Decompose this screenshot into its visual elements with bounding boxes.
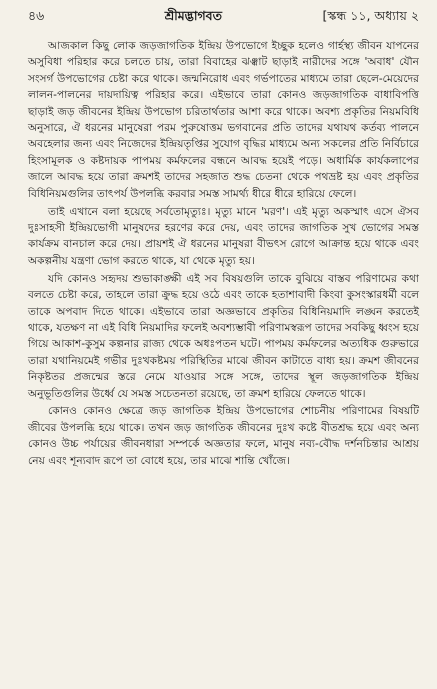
running-header <box>28 8 419 38</box>
paragraph: কোনও কোনও ক্ষেত্রে জড় জাগতিক ইন্দ্রিয় উপভোগের শোচনীয় পরিণামের বিষয়টি জীবের উপলব্ধি হয়ে থাকে। তখন জড় জাগতিক জীবনের দুঃখ কষ্টে বীতশ্রদ্ধ হয়ে এবং অন্য কোনও উচ্চ পর্যায়ের জীবনধারা সম্পর্কে অজ্ঞতার ফলে, মানুষ নব্য-বৌদ্ধ দর্শনচিন্তার আশ্রয় নেয় এবং শূন্যবাদ রূপে তা বোধে হয়ে, তার মাঝে শান্তি খোঁজে। <box>28 405 419 467</box>
body-text <box>28 38 419 469</box>
paragraph: যদি কোনও সহৃদয় শুভাকাঙ্ক্ষী এই সব বিষয়গুলি তাকে বুঝিয়ে বাস্তব পরিণামের কথা বলতে চেষ্টা করে, তাহলে তারা ক্রুদ্ধ হয়ে ওঠে এবং তাকে হতাশাবাদী কিংবা কুসংস্কারধর্মী বলে তাকে অপবাদ দিতে থাকে। এইভাবে তারা অজ্ঞভাবে প্রকৃতির বিধিনিয়মাদি লঙ্ঘন করতেই থাকে, যতক্ষণ না এই বিধি নিয়মাদির ফলেই অবশ্যম্ভাবী পরিণামস্বরূপ তাদের সবকিছু ধ্বংস হয়ে গিয়ে আকাশ-কুসুম কল্পনার রাজ্য থেকে অধঃপতন ঘটে। পাপময় কর্মফলের অত্যধিক গুরুভারে তারা যথানিয়মেই গভীর দুঃখকষ্টময় পরিস্থিতির মাঝে জীবন কাটাতে বাধ্য হয়। ক্রমশ জীবনের নিকৃষ্টতর প্রজন্মের স্তরে নেমে যাওয়ার সঙ্গে সঙ্গে, তাদের স্থূল জড়জাগতিক ইন্দ্রিয় অনুভূতিগুলির উর্ধ্বে যে সমস্ত সচেতনতা রয়েছে, তা ক্রমশ হারিয়ে ফেলতে থাকে। <box>28 272 420 400</box>
paragraph: আজকাল কিছু লোক জড়জাগতিক ইন্দ্রিয় উপভোগে ইচ্ছুক হলেও গার্হস্থ্য জীবন যাপনের অসুবিধা পরিহার করে চলতে চায়, তারা বিবাহের ঝঞ্ঝাট ছাড়াই নারীদের সঙ্গে 'অবাধ' যৌন সংসর্গ উপভোগের চেষ্টা করে থাকে। জন্মনিরোধ এবং গর্ভপাতের মাধ্যমে তারা ছেলে-মেয়েদের লালন-পালনের দায়দায়িত্ব পরিহার করে। এইভাবে তারা কোনও জড়জাগতিক বাধাবিপত্তি ছাড়াই জড় জীবনের ইন্দ্রিয় উপভোগ চরিতার্থতার আশা করে থাকে। অবশ্য প্রকৃতির নিয়মবিধি অনুসারে, ঐ ধরনের মানুষেরা পরম পুরুষোত্তম ভগবানের প্রতি তাদের যথাযথ কর্তব্য পালনে অবহেলার জন্য এবং নিজেদের ইন্দ্রিয়তৃপ্তির সুযোগ বৃদ্ধির মাধ্যমে অন্য সকলের প্রতি নির্বিচারে হিংসামূলক ও কষ্টদায়ক পাপময় কর্মফলের বন্ধনে আবদ্ধ হয়েই পড়ে। অধার্মিক কার্যকলাপের জালে আবদ্ধ হয়ে তারা ক্রমশই তাদের সহজাত শুদ্ধ চেতনা থেকে পথভ্রষ্ট হয় এবং প্রকৃতির বিধিনিয়মগুলির তাৎপর্য উপলব্ধি করবার সমস্ত সামর্থ্য ধীরে ধীরে হারিয়ে ফেলে। <box>28 40 419 200</box>
book-title: শ্রীমদ্ভাগবত <box>164 8 223 23</box>
paragraph: তাই এখানে বলা হয়েছে সর্বতোমৃত্যুঃ। মৃত্যু মানে 'মরণ'। এই মৃত্যু অকস্মাৎ এসে ঐসব দুঃসাহসী ইন্দ্রিয়ভোগী মানুষদের হরণের করে দেয়, এবং তাদের জাগতিক সুখ ভোগের সমস্ত কার্যক্রম বানচাল করে দেয়। প্রায়শই ঐ ধরনের মানুষরা বীভৎস রোগে আক্রান্ত হয়ে থাকে এবং অকল্পনীয় যন্ত্রণা ভোগ করতে থাকে, যা থেকে মৃত্যু হয়। <box>28 205 419 267</box>
chapter-reference: [স্কন্ধ ১১, অধ্যায় ২ <box>322 8 419 23</box>
page-number: ৪৬ <box>28 8 45 23</box>
